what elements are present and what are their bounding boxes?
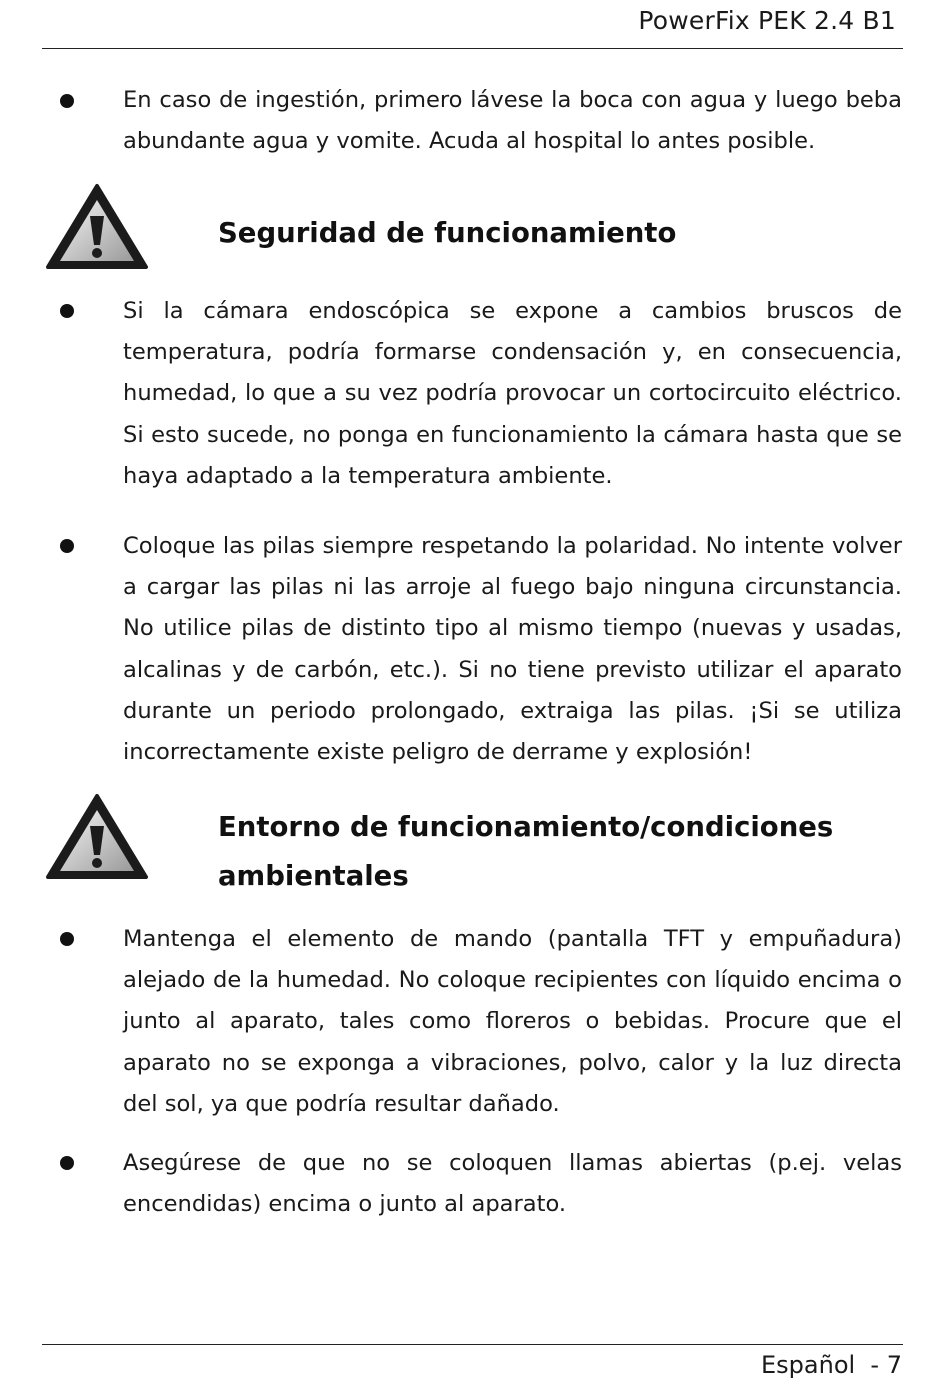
paragraph-batteries: Coloque las pilas siempre respetando la polaridad. No intente volver a cargar las pilas ni las arroje al fuego bajo ninguna circunstancia. No utilice pilas de distinto tipo al mismo tiempo (nuevas y usadas, alcalinas y de carbón, etc.). Si no tiene previsto utilizar el aparato durante un periodo prolongado, extraiga las pilas. ¡Si se utiliza incorrectamente existe peligro de derrame y explosión!: [123, 533, 902, 766]
bullet-icon: [60, 932, 74, 946]
bullet-icon: [60, 94, 74, 108]
bullet-icon: [60, 1156, 74, 1170]
paragraph-open-flames: Asegúrese de que no se coloquen llamas abiertas (p.ej. velas encendidas) encima o junto al aparato.: [123, 1150, 902, 1218]
paragraph-humidity: Mantenga el elemento de mando (pantalla TFT y empuñadura) alejado de la humedad. No coloque recipientes con líquido encima o junto al aparato, tales como floreros o bebidas. Procure que el aparato no se exponga a vibraciones, polvo, calor y la luz directa del sol, ya que podría resultar dañado.: [123, 926, 902, 1117]
warning-triangle-icon: [45, 793, 149, 881]
warning-triangle-icon: [45, 183, 149, 271]
heading-operating-environment: Entorno de funcionamiento/condiciones ambientales: [218, 811, 834, 892]
page-header-title: PowerFix PEK 2.4 B1: [638, 6, 896, 35]
paragraph-condensation: Si la cámara endoscópica se expone a cambios bruscos de temperatura, podría formarse condensación y, en consecuencia, humedad, lo que a su vez podría provocar un cortocircuito eléctrico. Si esto sucede, no ponga en funcionamiento la cámara hasta que se haya adaptado a la temperatura ambiente.: [123, 298, 902, 489]
footer-rule: [42, 1344, 903, 1345]
bullet-icon: [60, 304, 74, 318]
heading-operational-safety: Seguridad de funcionamiento: [218, 217, 677, 249]
paragraph-ingestion: En caso de ingestión, primero lávese la boca con agua y luego beba abundante agua y vomite. Acuda al hospital lo antes posible.: [123, 87, 902, 155]
bullet-icon: [60, 539, 74, 553]
header-rule: [42, 48, 903, 49]
page-number: Español - 7: [761, 1351, 902, 1379]
